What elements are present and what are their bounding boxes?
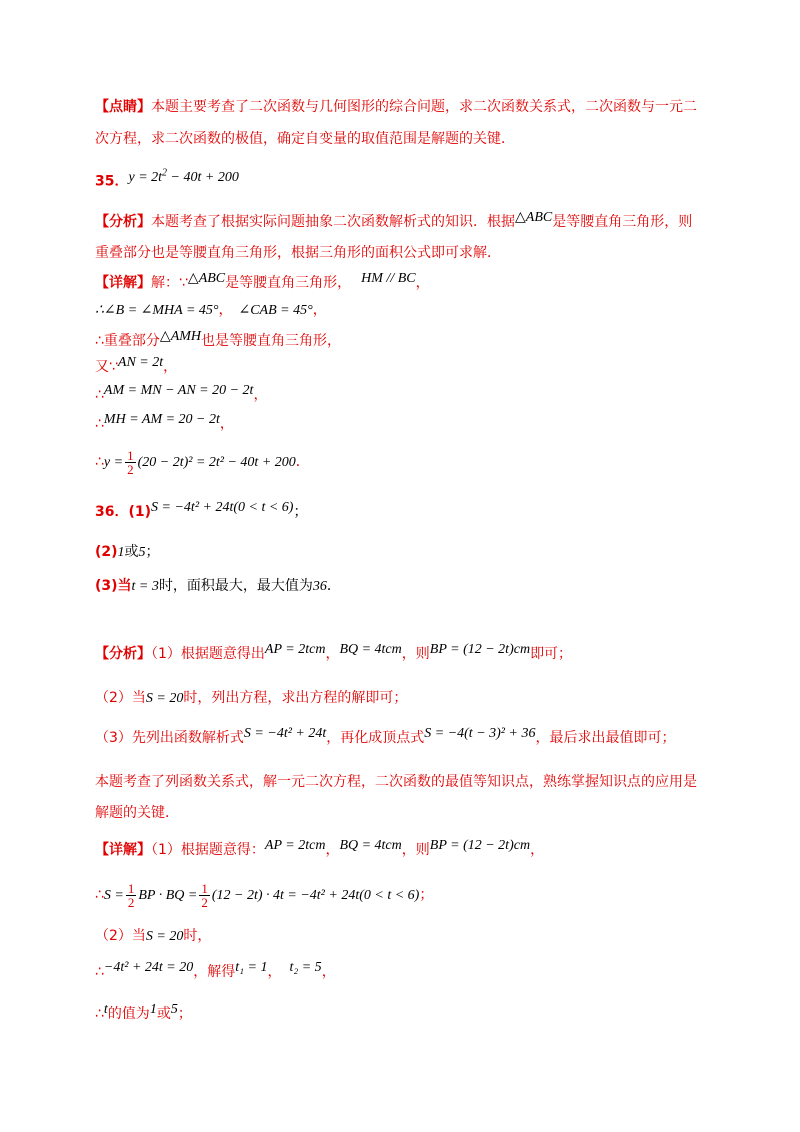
detail35-l5a: ∴: [95, 387, 104, 403]
dianjing-text-1: 本题主要考查了二次函数与几何图形的综合问题，求二次函数关系式，二次函数与一元二: [151, 99, 697, 115]
detail35-l1e: ，: [415, 275, 430, 291]
analysis36-l3d: S = −4(t − 3)² + 36: [424, 726, 536, 741]
detail36-line-2: [95, 880, 433, 911]
analysis35-tag: 【分析】: [95, 214, 151, 230]
detail36-l2d: (12 − 2t) · 4t = −4t² + 24t(0 < t < 6): [211, 888, 420, 903]
q35-answer-line: [95, 168, 239, 193]
detail36-l2c: BP · BQ =: [138, 888, 198, 903]
detail35-l2b: ，: [218, 302, 233, 318]
detail36-l2a: ∴: [95, 887, 104, 903]
detail35-l7d: ．: [295, 454, 310, 470]
detail36-l2e: ；: [419, 887, 434, 903]
analysis36-l3a: （3）先列出函数解析式: [95, 730, 244, 746]
q36-line-3: [95, 576, 341, 597]
triangle-amh: △AMH: [159, 329, 202, 344]
detail35-l4a: 又∵: [95, 359, 118, 375]
detail35-line-3: [95, 331, 341, 352]
detail36-l5d: 1: [149, 1002, 157, 1017]
detail35-l6c: ，: [219, 416, 234, 432]
analysis36-line-3: [95, 728, 675, 749]
detail36-line-1: [95, 840, 544, 861]
detail36-l3c: 时，: [183, 928, 212, 944]
detail36-l4a: ∴: [95, 964, 104, 980]
q36-l2d: 5: [138, 545, 146, 560]
fraction-half-3: $\frac{1}{2}$: [201, 880, 208, 910]
analysis36-line-4: [95, 772, 697, 792]
q36-l1b: S = −4t² + 24t(0 < t < 6): [151, 500, 294, 515]
detail36-line-3: [95, 926, 211, 947]
detail36-l4f: t₂ = 5: [289, 960, 322, 975]
detail35-l2a: ∴∠B = ∠MHA = 45°: [95, 303, 219, 318]
detail35-l4b: AN = 2t: [117, 355, 164, 370]
q36-l3b: t = 3: [131, 579, 159, 594]
detail35-l5b: AM = MN − AN = 20 − 2t: [103, 383, 254, 398]
detail35-l6b: MH = AM = 20 − 2t: [103, 412, 220, 427]
q36-l1c: ；: [293, 504, 308, 520]
fraction-half-1: $\frac{1}{2}$: [127, 447, 134, 477]
dianjing-tag: 【点睛】: [95, 99, 151, 115]
analysis35-text-1c: 是等腰直角三角形，则: [552, 214, 693, 230]
detail35-l3c: 也是等腰直角三角形，: [201, 333, 342, 349]
detail36-l4c: ，解得: [193, 964, 236, 980]
detail36-l5e: 或: [156, 1006, 171, 1022]
detail35-l1c: 是等腰直角三角形，: [225, 275, 352, 291]
detail35-l2d: ，: [312, 302, 327, 318]
analysis36-tag: 【分析】: [95, 646, 151, 662]
detail36-l3a: （2）当: [95, 928, 146, 944]
analysis36-l1a: （1）根据题意得出: [151, 646, 265, 662]
analysis36-l1g: 即可；: [530, 646, 573, 662]
q36-l2e: ；: [145, 544, 160, 560]
detail36-l1d: BQ = 4tcm: [339, 838, 402, 853]
analysis36-line-5: [95, 803, 179, 823]
q36-l3d: 36: [312, 579, 327, 594]
analysis36-line-1: [95, 644, 572, 665]
analysis36-l1e: ，则: [401, 646, 430, 662]
detail36-l2b: S =: [103, 888, 124, 903]
detail35-l5c: ，: [253, 387, 268, 403]
detail35-l7b: y =: [103, 455, 124, 470]
detail36-l1e: ，则: [401, 842, 430, 858]
detail35-l7a: ∴: [95, 454, 104, 470]
detail36-l5c: 的值为: [107, 1006, 150, 1022]
analysis35-text-1a: 本题考查了根据实际问题抽象二次函数解析式的知识．根据: [151, 214, 515, 230]
detail35-line-1: [95, 273, 430, 294]
detail36-l3b: S = 20: [145, 929, 184, 944]
analysis36-l3b: S = −4t² + 24t: [243, 726, 327, 741]
detail36-l1b: AP = 2tcm: [264, 838, 326, 853]
q35-number: 35．: [95, 173, 129, 190]
detail35-l1a: 解：∵: [151, 275, 188, 291]
detail36-l4e: ，: [267, 964, 282, 980]
detail35-l3a: ∴重叠部分: [95, 333, 160, 349]
detail35-tag: 【详解】: [95, 275, 151, 291]
detail35-l6a: ∴: [95, 416, 104, 432]
q36-l2c: 或: [124, 544, 139, 560]
detail36-l4d: t₁ = 1: [235, 960, 268, 975]
dianjing-line-2: [95, 129, 515, 149]
detail36-l4b: −4t² + 24t = 20: [103, 960, 194, 975]
detail36-l5a: ∴: [95, 1006, 104, 1022]
dianjing-text-2: 次方程，求二次函数的极值，确定自变量的取值范围是解题的关键．: [95, 131, 515, 147]
fraction-half-2: $\frac{1}{2}$: [127, 880, 135, 910]
detail36-line-4: [95, 962, 336, 983]
analysis35-line-2: [95, 243, 501, 263]
q36-l2b: 1: [117, 545, 125, 560]
analysis36-l3c: ，再化成顶点式: [326, 730, 425, 746]
q35-formula: $y = 2t^2 - 40t + 200$: [128, 167, 239, 185]
analysis36-line-2: [95, 688, 407, 709]
triangle-abc-1: △ABC: [515, 210, 553, 225]
detail36-l1g: ，: [530, 842, 545, 858]
analysis36-l1d: BQ = 4tcm: [339, 642, 402, 657]
analysis36-l1c: ，: [325, 646, 340, 662]
q36-line-1: [95, 502, 307, 523]
q36-l2a: (2): [95, 544, 118, 560]
detail36-line-5: [95, 1004, 192, 1025]
detail36-tag: 【详解】: [95, 842, 151, 858]
detail35-l1d: HM // BC: [361, 271, 416, 286]
analysis36-l2a: （2）当: [95, 690, 146, 706]
detail35-line-2: [95, 300, 327, 321]
analysis36-l1b: AP = 2tcm: [264, 642, 326, 657]
detail36-l1c: ，: [325, 842, 340, 858]
analysis36-l2b: S = 20: [145, 691, 184, 706]
detail35-line-6: [95, 414, 234, 435]
detail36-l5b: t: [103, 1002, 108, 1017]
detail36-l1f: BP = (12 − 2t)cm: [429, 838, 531, 853]
q36-l3e: ．: [326, 578, 341, 594]
triangle-abc-2: △ABC: [187, 271, 226, 286]
detail36-l5g: ；: [177, 1006, 192, 1022]
analysis35-line-1: [95, 212, 692, 233]
analysis35-text-2: 重叠部分也是等腰直角三角形，根据三角形的面积公式即可求解．: [95, 245, 501, 261]
detail35-line-5: [95, 385, 267, 406]
q36-line-2: [95, 542, 160, 563]
detail35-line-4: [95, 357, 177, 378]
analysis36-l4: 本题考查了列函数关系式，解一元二次方程，二次函数的最值等知识点，熟练掌握知识点的应用是: [95, 774, 697, 790]
q36-l1a: 36．(1): [95, 504, 152, 520]
analysis36-l2c: 时，列出方程，求出方程的解即可；: [183, 690, 408, 706]
detail36-l1a: （1）根据题意得：: [151, 842, 265, 858]
q36-l3a: (3)当: [95, 578, 132, 594]
detail35-l7c: (20 − 2t)² = 2t² − 40t + 200: [137, 455, 296, 470]
analysis36-l3e: ，最后求出最值即可；: [535, 730, 676, 746]
analysis36-l5: 解题的关键．: [95, 805, 179, 821]
q36-l3c: 时，面积最大，最大值为: [158, 578, 313, 594]
dianjing-line-1: [95, 97, 697, 117]
analysis36-l1f: BP = (12 − 2t)cm: [429, 642, 531, 657]
detail36-l4g: ，: [321, 964, 336, 980]
detail35-l2c: ∠CAB = 45°: [238, 303, 313, 318]
detail35-line-7: [95, 447, 310, 478]
detail35-l4c: ，: [163, 359, 178, 375]
detail36-l5f: 5: [170, 1002, 178, 1017]
